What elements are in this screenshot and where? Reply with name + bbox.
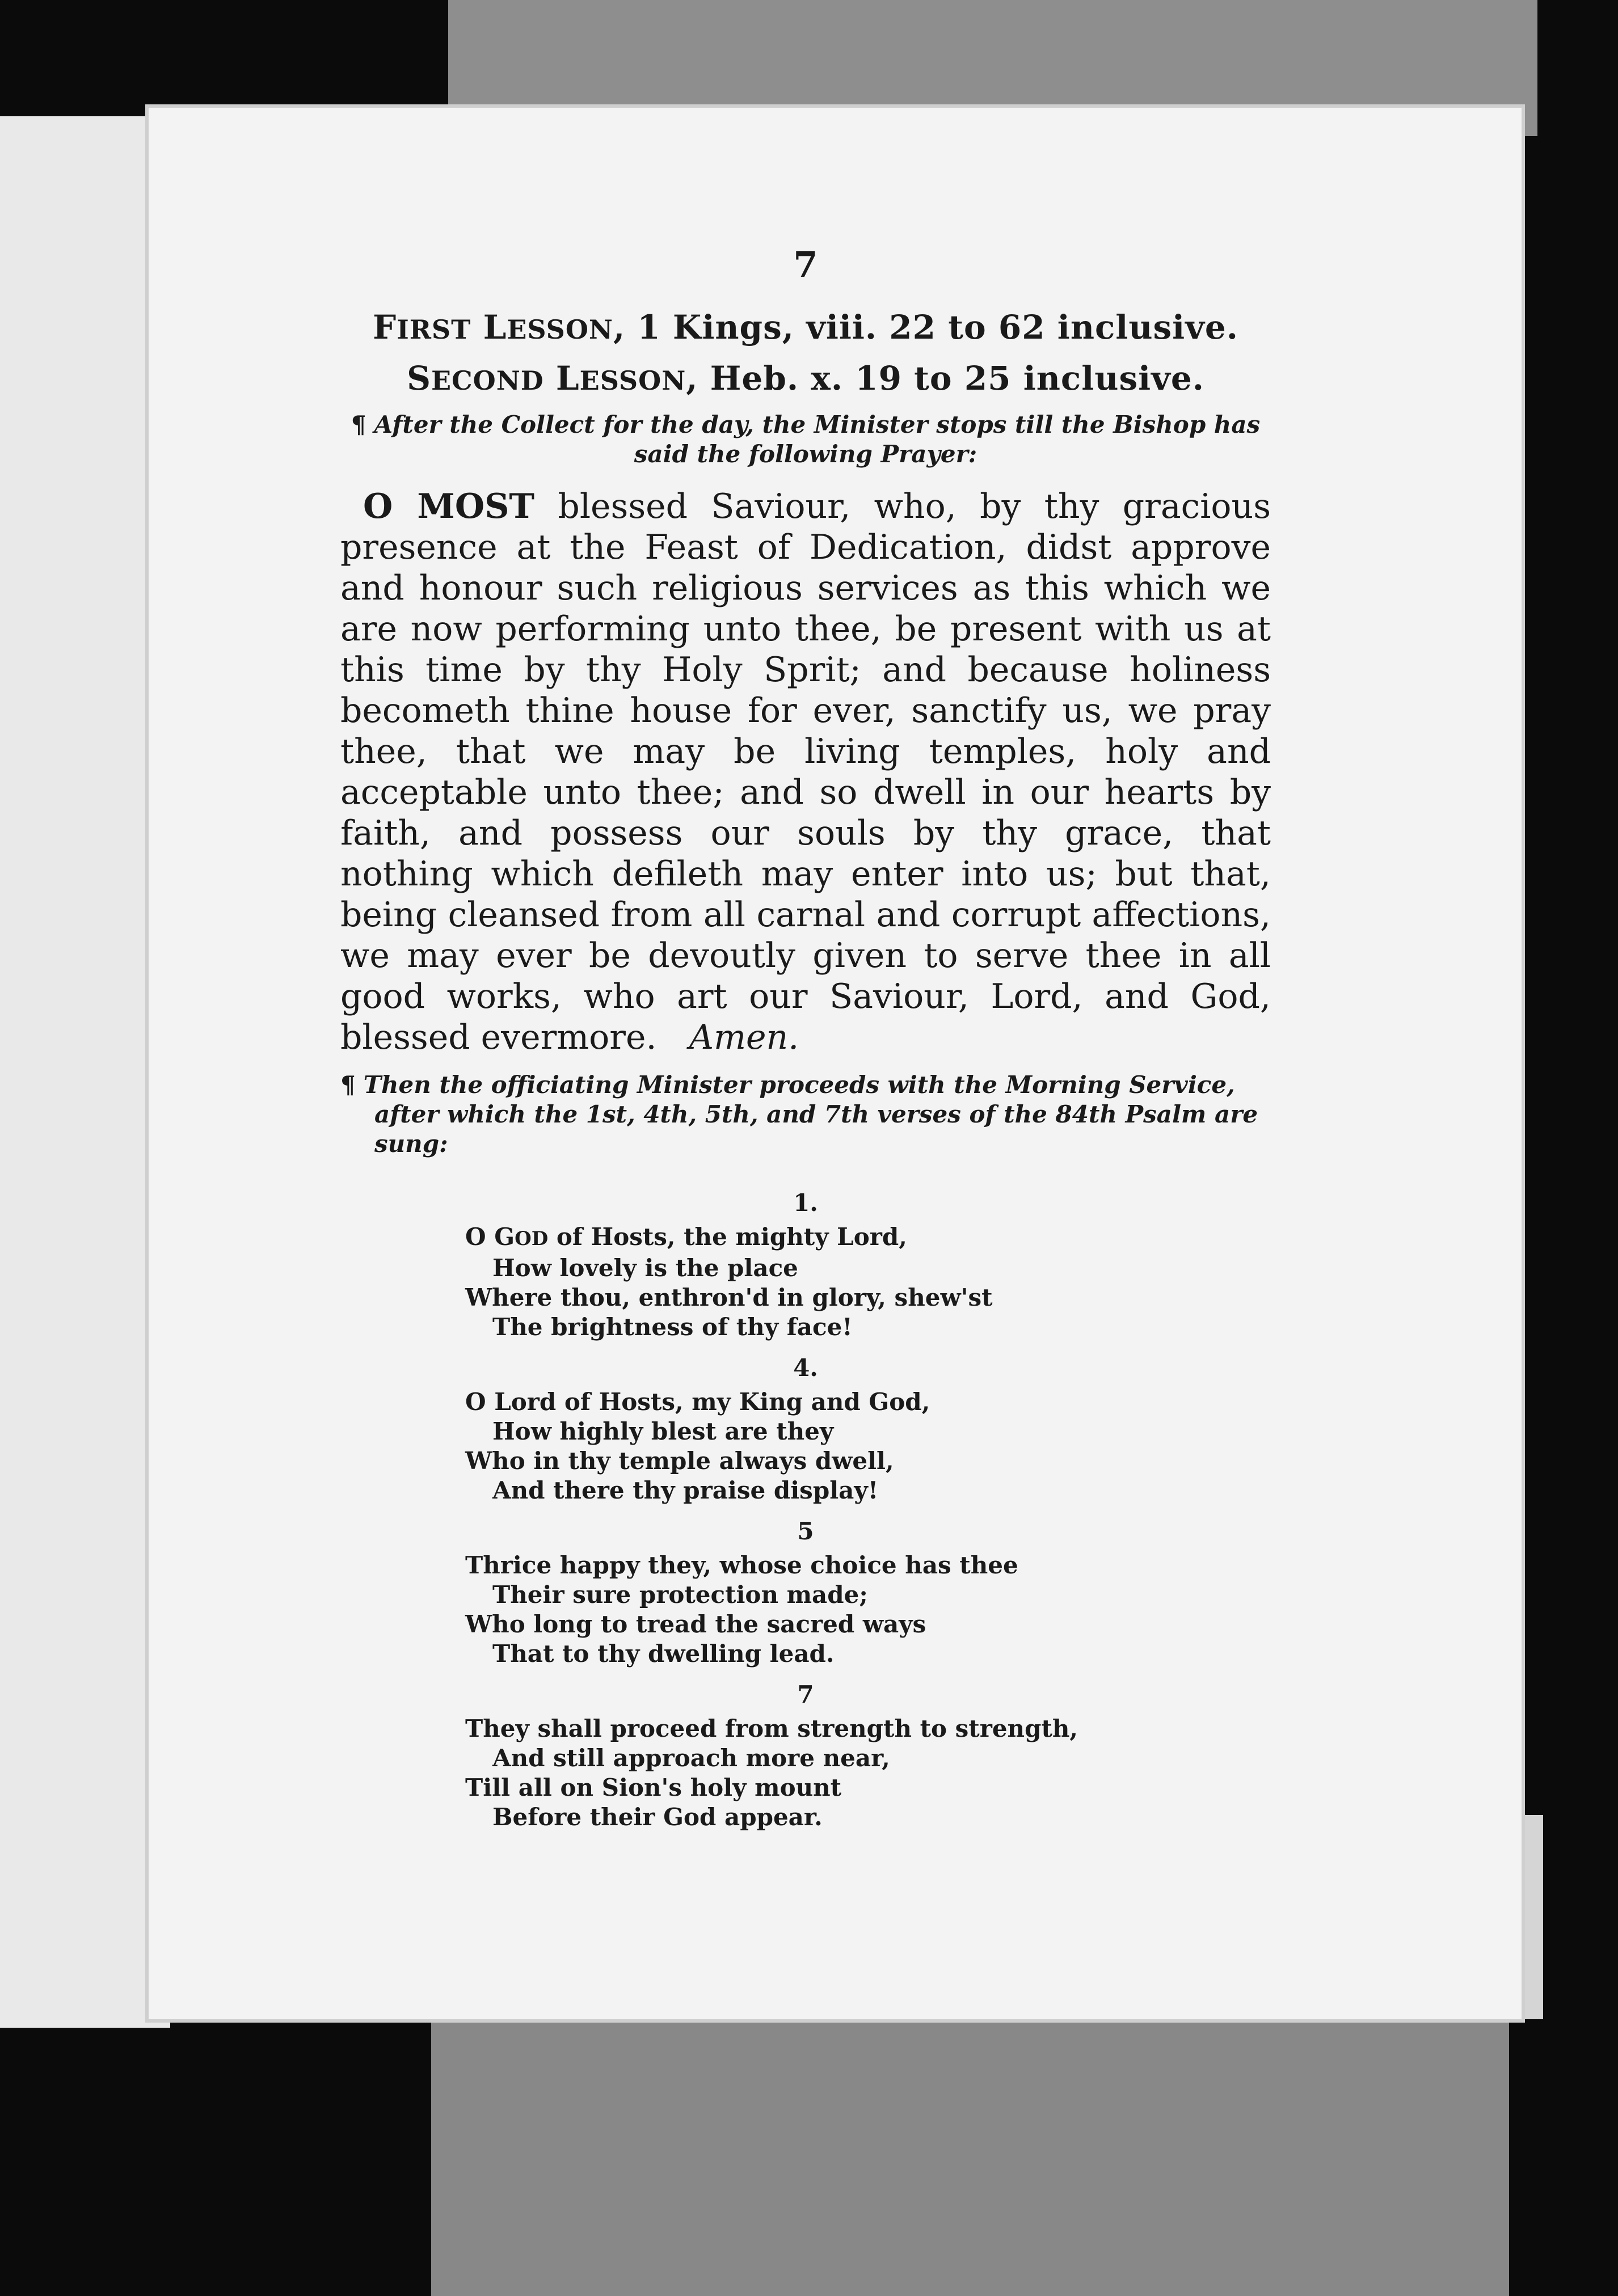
second-lesson-cap2: L: [555, 359, 580, 398]
hymn-verse: [340, 1188, 1271, 1342]
first-lesson-rest: IRST: [397, 314, 471, 345]
second-lesson-rest: ECOND: [431, 365, 544, 396]
psalm-84-verses: [340, 1188, 1271, 1832]
verse-line: That to thy dwelling lead.: [492, 1640, 835, 1668]
scan-background-bottom: [431, 2008, 1509, 2296]
rubric-before-psalm: [340, 1070, 1271, 1159]
pilcrow-icon: ¶: [340, 1071, 356, 1099]
verse-line: O Lord of Hosts, my King and God,: [465, 1388, 930, 1416]
second-lesson-text: , Heb. x. 19 to 25 inclusive.: [686, 359, 1204, 398]
verse-line: Before their God appear.: [492, 1803, 823, 1831]
rubric-line-1: After the Collect for the day, the Minister stops till the Bishop has: [374, 411, 1261, 438]
verse-line: And still approach more near,: [492, 1744, 890, 1772]
verse-line: Their sure protection made;: [492, 1581, 868, 1609]
verse-line: Who in thy temple always dwell,: [465, 1447, 894, 1475]
verse-line: How highly blest are they: [492, 1417, 834, 1445]
first-lesson-text: , 1 Kings, viii. 22 to 62 inclusive.: [613, 308, 1238, 347]
hymn-verse: [340, 1680, 1271, 1832]
prayer-amen: Amen.: [689, 1018, 799, 1057]
left-page-edge: [0, 116, 170, 2028]
verse-number: 1.: [793, 1189, 818, 1217]
hymn-verse: [340, 1517, 1271, 1669]
first-lesson-cap2: L: [483, 308, 507, 347]
rubric-line-2: said the following Prayer:: [634, 440, 977, 468]
verse-number: 5: [797, 1517, 814, 1545]
second-lesson-cap: S: [407, 359, 431, 398]
verse-line: And there thy praise display!: [492, 1476, 879, 1504]
second-lesson-rest2: ESSON: [579, 365, 686, 396]
second-lesson-heading: [340, 359, 1271, 398]
hymn-verse: [340, 1353, 1271, 1505]
verse-line: Thrice happy they, whose choice has thee: [465, 1551, 1018, 1579]
first-lesson-heading: [340, 308, 1271, 347]
rubric-psalm-text: Then the officiating Minister proceeds with the Morning Service, after which the 1st, 4th, 5th, and 7th verses of the 84th Psalm are sung:: [363, 1071, 1258, 1158]
verse-line: The brightness of thy face!: [492, 1313, 853, 1341]
prayer-body: blessed Saviour, who, by thy gracious presence at the Feast of Dedication, didst approve and honour such religious services as this which we are now performing unto thee, be present with us at this time by thy Holy Sprit; and because holiness becometh thine house for ever, sanctify us, we pray thee, that we may be living temples, holy and acceptable unto thee; and so dwell in our hearts by faith, and possess our souls by thy grace, that nothing which defileth may enter into us; but that, being cleansed from all carnal and corrupt affections, we may ever be devoutly given to serve thee in all good works, who art our Saviour, Lord, and God, blessed evermore.: [340, 487, 1271, 1057]
first-lesson-cap: F: [373, 308, 397, 347]
verse-line: O GOD of Hosts, the mighty Lord,: [465, 1223, 907, 1251]
verse-line: How lovely is the place: [492, 1254, 798, 1282]
pilcrow-icon: ¶: [351, 411, 366, 438]
page-content: [340, 244, 1271, 1832]
page-number: 7: [793, 244, 818, 285]
verse-number: 7: [797, 1681, 814, 1708]
rubric-before-prayer: [340, 410, 1271, 469]
first-lesson-rest2: ESSON: [507, 314, 613, 345]
verse-number: 4.: [793, 1354, 818, 1382]
verse-line: Who long to tread the sacred ways: [465, 1610, 926, 1638]
verse-line: Till all on Sion's holy mount: [465, 1774, 842, 1801]
prayer-paragraph: [340, 486, 1271, 1058]
verse-line: Where thou, enthron'd in glory, shew'st: [465, 1284, 993, 1311]
verse-line: They shall proceed from strength to strength,: [465, 1715, 1078, 1742]
prayer-lead: O MOST: [363, 487, 535, 526]
